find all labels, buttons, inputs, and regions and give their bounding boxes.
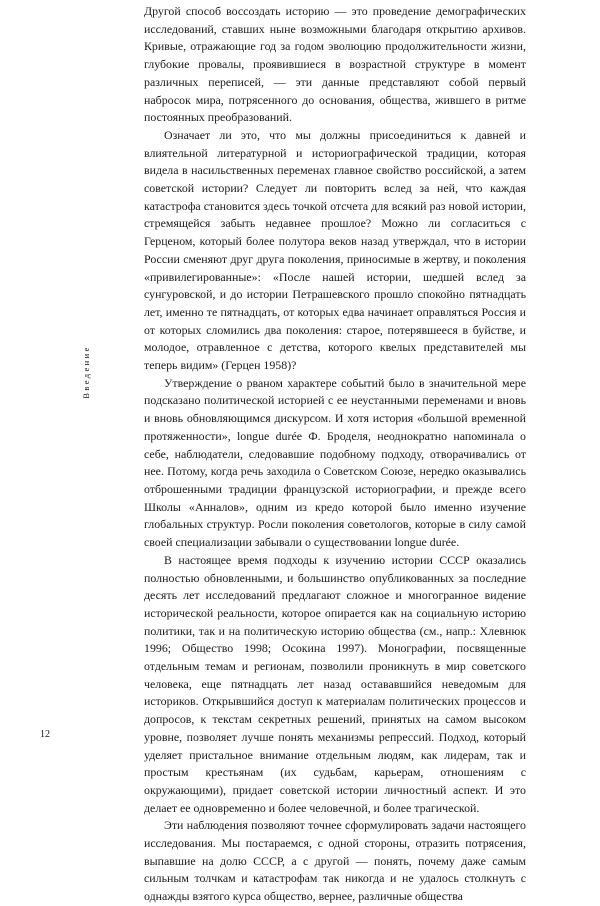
paragraph-research-goals: Эти наблюдения позволяют точнее сформулировать задачи настоящего исследования. Мы постараемся, с одной стороны, отразить потрясения, выпавшие на долю СССР, а с другой — понять, почему даже самым сильным толчкам и катастрофам так никогда и не удалось столкнуть с однажды взятого курса общество, вернее, различные общества (144, 818, 526, 904)
paragraph-herzen: Означает ли это, что мы должны присоединиться к давней и влиятельной литературной и историографической традиции, которая видела в насильственных переменах главное свойство российской, а затем советской истории? Следует ли повторить вслед за ней, что каждая катастрофа становится здесь точкой отсчета для всякий раз новой истории, стремящейся забыть недавнее прошлое? Можно ли согласиться с Герценом, который более полутора веков назад утверждал, что в истории России сменяют друг друга поколения, приносимые в жертву, и поколения «привилегированные»: «После нашей истории, шедшей вслед за сунгуровской, и до истории Петрашевского прошло спокойно пятнадцать лет, именно те пятнадцать, от которых едва начинает оправляться Россия и от которых сломились два поколения: старое, потерявшееся в буйстве, и молодое, отравленное с детства, которого квелых представителей мы теперь видим» (Герцен 1958)? (144, 127, 526, 373)
running-head: Введение (81, 345, 91, 399)
paragraph-longue-duree: Утверждение о рваном характере событий было в значительной мере подсказано политической историей с ее неустанными переменами и вновь и вновь обновляющимся дискурсом. И хотя история «большой временной протяженности», longue durée Ф. Броделя, неоднократно напоминала о себе, наблюдатели, следовавшие подобному подходу, отворачивались от нее. Потому, когда речь заходила о Советском Союзе, нередко оказывались отброшенными традиции французской историографии, и прежде всего Школы «Анналов», одним из кредо которой было именно изучение глобальных структур. Росли поколения советологов, которые в силу самой своей специализации забывали о существовании longue durée. (144, 375, 526, 550)
main-text-column (144, 3, 526, 906)
paragraph-historiography: В настоящее время подходы к изучению истории СССР оказались полностью обновленными, и большинство опубликованных за последние десять лет исследований предлагают сложное и многогранное видение исторической реальности, которое опирается как на социальную историю политики, так и на политическую историю общества (см., напр.: Хлевнюк 1996; Общество 1998; Осокина 1997). Монографии, посвященные отдельным темам и регионам, позволили проникнуть в мир советского человека, еще пятнадцать лет назад остававшийся неведомым для историков. Открывшийся доступ к материалам политических процессов и допросов, к текстам секретных решений, принятых на самом высоком уровне, позволяет лучше понять механизмы репрессий. Подход, который уделяет пристальное внимание отдельным людям, как лидерам, так и простым крестьянам (их судьбам, карьерам, отношениям с окружающими), придает советской истории личностный аспект. И это делает ее одновременно и более человечной, и более трагической. (144, 552, 526, 815)
paragraph-demographics: Другой способ воссоздать историю — это проведение демографических исследований, ставших ныне возможными благодаря открытию архивов. Кривые, отражающие год за годом эволюцию продолжительности жизни, глубокие провалы, проявившиеся в возрастной структуре в момент различных переписей, — эти данные представляют собой первый набросок мира, потрясенного до основания, общества, жившего в ритме постоянных преобразований. (144, 4, 526, 125)
page-number: 12 (40, 729, 50, 740)
